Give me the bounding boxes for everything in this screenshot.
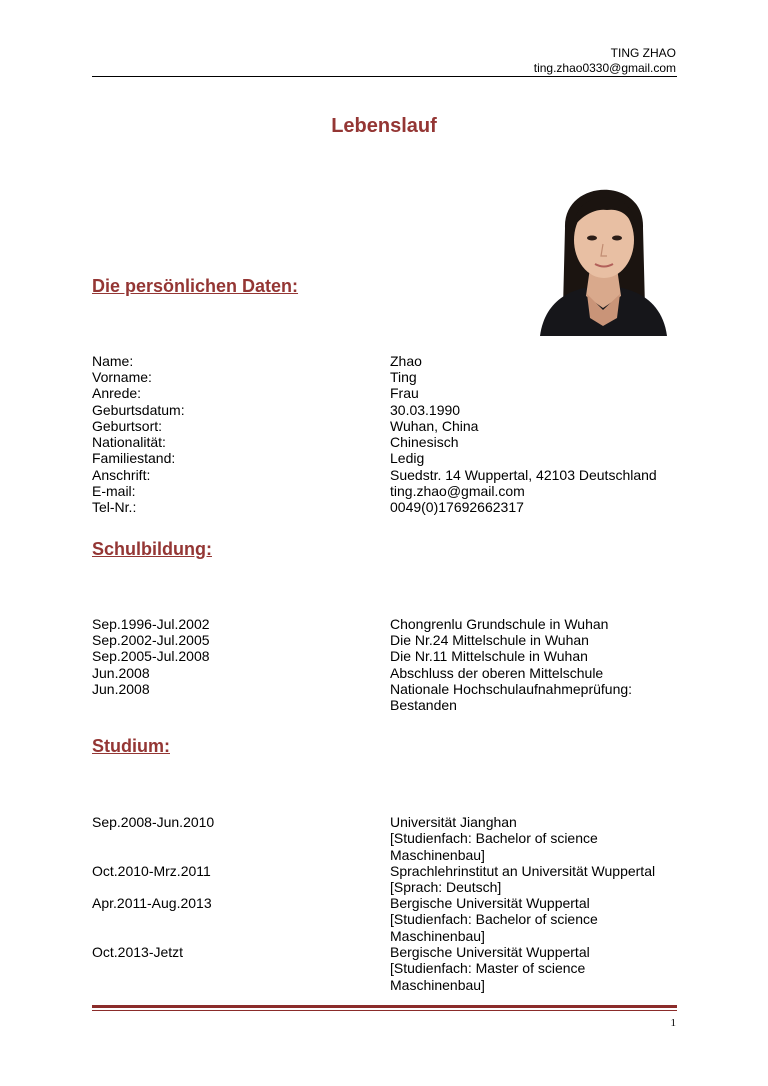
header-email: ting.zhao0330@gmail.com (533, 61, 676, 75)
study-period: Oct.2010-Mrz.2011 (92, 863, 211, 879)
school-detail: Die Nr.24 Mittelschule in Wuhan (390, 632, 589, 648)
study-detail: Maschinenbau] (390, 927, 485, 944)
personal-label: Geburtsort: (92, 418, 163, 434)
school-period: Sep.2002-Jul.2005 (92, 632, 210, 648)
personal-label: Anschrift: (92, 467, 151, 483)
school-detail: Bestanden (390, 697, 457, 714)
personal-value: Frau (390, 385, 419, 401)
study-detail: Bergische Universität Wuppertal (390, 895, 590, 911)
school-detail: Die Nr.11 Mittelschule in Wuhan (390, 648, 588, 664)
study-detail: Sprachlehrinstitut an Universität Wuppertal (390, 863, 656, 879)
personal-label: Anrede: (92, 385, 142, 401)
school-detail: Abschluss der oberen Mittelschule (390, 665, 604, 681)
personal-value: Ting (390, 369, 417, 385)
study-period: Oct.2013-Jetzt (92, 944, 184, 960)
study-detail: [Sprach: Deutsch] (390, 879, 502, 896)
school-heading: Schulbildung: (92, 539, 212, 559)
personal-value: Suedstr. 14 Wuppertal, 42103 Deutschland (390, 467, 657, 483)
personal-label: Geburtsdatum: (92, 402, 185, 418)
study-period: Apr.2011-Aug.2013 (92, 895, 212, 911)
personal-label: Tel-Nr.: (92, 499, 137, 515)
header-name: TING ZHAO (610, 46, 676, 60)
school-period: Jun.2008 (92, 681, 150, 697)
footer-divider (92, 1005, 677, 1008)
personal-label: Nationalität: (92, 434, 166, 450)
profile-photo (535, 158, 672, 336)
school-period: Jun.2008 (92, 665, 150, 681)
study-detail: [Studienfach: Bachelor of science (390, 911, 598, 928)
study-detail: Maschinenbau] (390, 976, 485, 993)
personal-value: Chinesisch (390, 434, 459, 450)
study-detail: Bergische Universität Wuppertal (390, 944, 590, 960)
page-number: 1 (670, 1017, 676, 1029)
study-detail: [Studienfach: Bachelor of science (390, 830, 598, 847)
study-heading: Studium: (92, 736, 170, 756)
personal-value: Ledig (390, 450, 425, 466)
page-title: Lebenslauf (331, 115, 437, 137)
study-detail: [Studienfach: Master of science (390, 960, 586, 977)
study-detail: Maschinenbau] (390, 846, 485, 863)
school-detail: Chongrenlu Grundschule in Wuhan (390, 616, 609, 632)
personal-value: 0049(0)17692662317 (390, 499, 524, 515)
personal-value: 30.03.1990 (390, 402, 461, 418)
personal-label: Vorname: (92, 369, 152, 385)
personal-value: ting.zhao@gmail.com (390, 483, 525, 499)
personal-label: E-mail: (92, 483, 136, 499)
personal-label: Familiestand: (92, 450, 176, 466)
personal-value: Zhao (390, 353, 422, 369)
study-detail: Universität Jianghan (390, 814, 517, 830)
school-detail: Nationale Hochschulaufnahmeprüfung: (390, 681, 633, 697)
personal-label: Name: (92, 353, 134, 369)
header-divider (92, 76, 677, 77)
school-period: Sep.1996-Jul.2002 (92, 616, 210, 632)
personal-value: Wuhan, China (390, 418, 479, 434)
study-period: Sep.2008-Jun.2010 (92, 814, 215, 830)
personal-data-heading: Die persönlichen Daten: (92, 276, 299, 296)
footer-divider-thin (92, 1010, 677, 1011)
school-period: Sep.2005-Jul.2008 (92, 648, 210, 664)
